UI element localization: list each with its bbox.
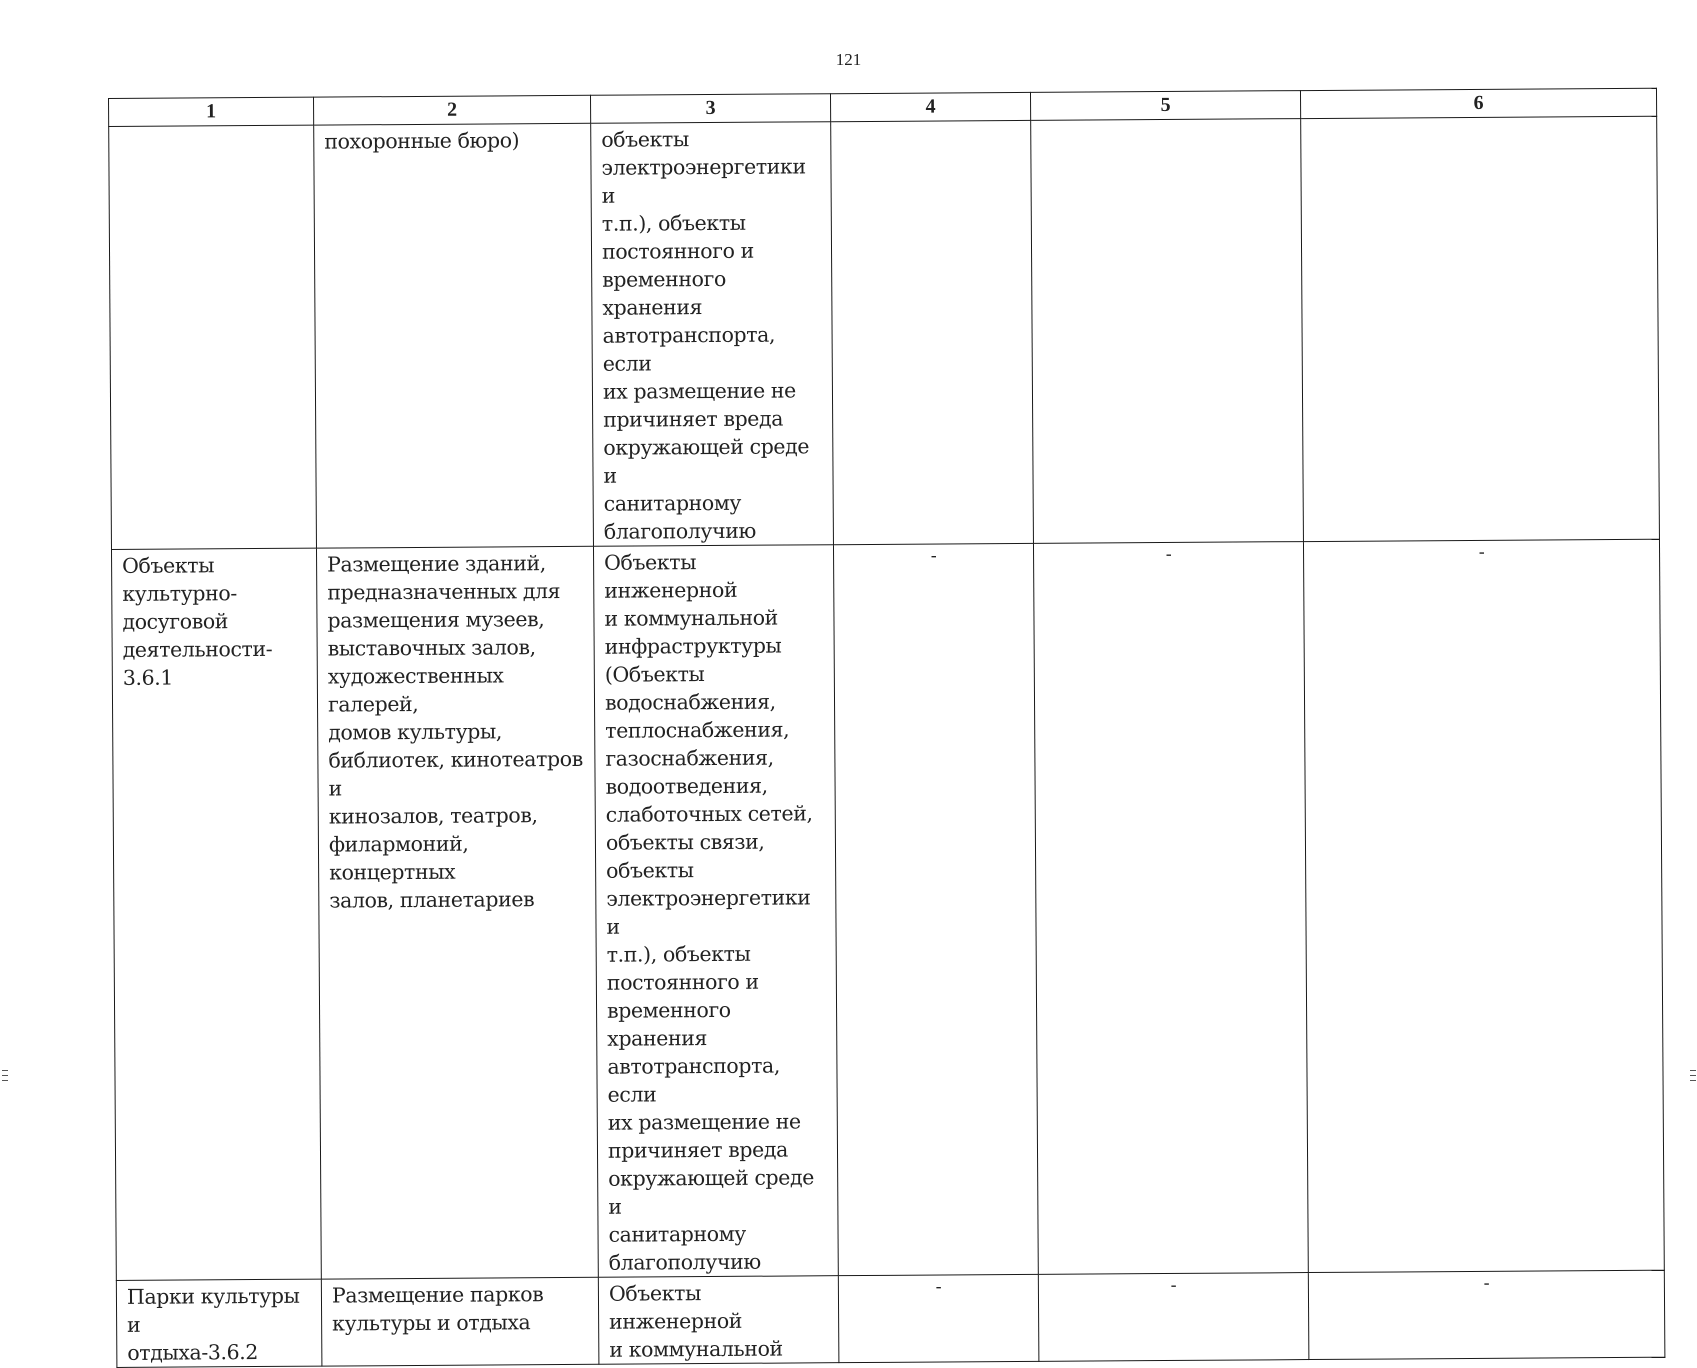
cell-text: Размещение зданий, предназначенных для размещения музеев, выставочных залов, художественных галерей, домов культуры, библиотек, кинотеатров и кинозалов, театров, филармоний, концертных залов, планетариев bbox=[327, 551, 583, 913]
cell-row3-col1 bbox=[116, 1279, 322, 1367]
land-use-table bbox=[108, 88, 1665, 1368]
cell-text: Объекты культурно- досуговой деятельности- 3.6.1 bbox=[122, 553, 273, 690]
cell-text: - bbox=[1165, 543, 1172, 565]
cell-row2-col5 bbox=[1033, 542, 1308, 1275]
cell-text: - bbox=[1170, 1274, 1177, 1296]
cell-row1-col1 bbox=[109, 125, 317, 549]
cell-text: объекты электроэнергетики и т.п.), объекты постоянного и временного хранения автотранспорта, если их размещение не причиняет вреда окружающей среде и санитарному благополучию bbox=[601, 127, 810, 544]
cell-text: - bbox=[930, 545, 937, 567]
cell-text bbox=[841, 123, 1020, 124]
cell-text: похоронные бюро) bbox=[324, 128, 520, 154]
land-use-table-wrapper bbox=[108, 88, 1664, 1368]
cell-text: - bbox=[1483, 1272, 1490, 1294]
table-row bbox=[109, 116, 1660, 549]
cell-row3-col3 bbox=[598, 1276, 839, 1365]
table-row bbox=[111, 539, 1664, 1280]
cell-text: Объекты инженерной и коммунальной bbox=[608, 1281, 783, 1362]
cell-row2-col3 bbox=[593, 545, 838, 1278]
cell-row3-col6 bbox=[1308, 1270, 1665, 1359]
cell-row2-col6 bbox=[1303, 539, 1664, 1272]
cell-row1-col6 bbox=[1301, 116, 1660, 541]
cell-row1-col5 bbox=[1031, 119, 1304, 544]
cell-row2-col2 bbox=[316, 546, 598, 1279]
left-margin-scan-mark bbox=[2, 1070, 8, 1092]
cell-row1-col4 bbox=[831, 120, 1034, 544]
cell-row1-col3 bbox=[591, 122, 834, 547]
cell-row3-col4 bbox=[838, 1274, 1039, 1362]
cell-row1-col2 bbox=[314, 123, 594, 548]
right-margin-scan-mark bbox=[1690, 1070, 1696, 1092]
header-col-4: 4 bbox=[830, 92, 1030, 121]
header-col-2: 2 bbox=[313, 95, 590, 125]
header-col-3: 3 bbox=[590, 94, 830, 124]
page-number: 121 bbox=[835, 50, 862, 69]
cell-text bbox=[119, 128, 303, 129]
cell-row3-col2 bbox=[321, 1277, 599, 1366]
cell-text bbox=[1041, 121, 1290, 123]
cell-row2-col4 bbox=[833, 543, 1038, 1275]
cell-row3-col5 bbox=[1038, 1273, 1309, 1362]
cell-text: - bbox=[1478, 541, 1485, 563]
header-col-6: 6 bbox=[1300, 88, 1656, 118]
table-row bbox=[116, 1270, 1665, 1367]
cell-text: Парки культуры и отдыха-3.6.2 bbox=[126, 1283, 300, 1365]
header-col-1: 1 bbox=[109, 97, 314, 126]
header-col-5: 5 bbox=[1030, 91, 1300, 121]
cell-row2-col1 bbox=[111, 548, 321, 1280]
cell-text: Размещение парков культуры и отдыха bbox=[331, 1282, 544, 1336]
cell-text bbox=[1311, 119, 1646, 121]
cell-text: - bbox=[935, 1276, 942, 1298]
cell-text: Объекты инженерной и коммунальной инфраструктуры (Объекты водоснабжения, теплоснабжения, газоснабжения, водоотведения, слаботочных сетей, объекты связи, объекты электроэнергетики и т.п.), объекты постоянного и временного хранения автотранспорта, если их размещение не причиняет вреда окружающей среде и санитарному благополучию bbox=[604, 550, 814, 1275]
